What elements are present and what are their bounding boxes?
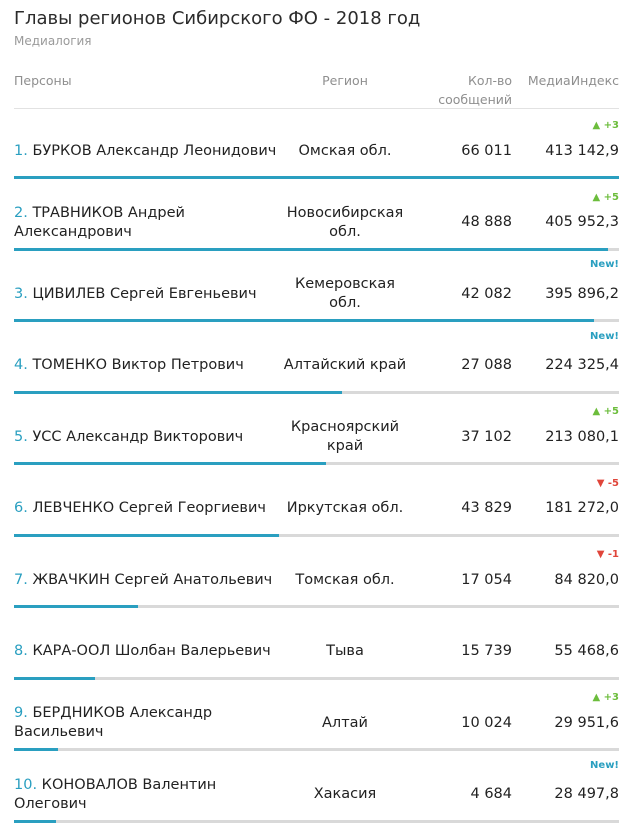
person-name: КАРА-ООЛ Шолбан Валерьевич bbox=[27, 643, 271, 659]
table-row bbox=[0, 253, 640, 324]
rank-number: 7. bbox=[14, 571, 28, 588]
index-bar-track bbox=[14, 248, 619, 251]
rank-number: 1. bbox=[14, 142, 28, 159]
person-cell bbox=[14, 558, 286, 602]
rank-change-badge: ▲ +3 bbox=[592, 120, 619, 131]
region-cell bbox=[278, 201, 412, 245]
message-count: 42 082 bbox=[461, 285, 512, 302]
region-cell bbox=[278, 415, 412, 459]
person-name: УСС Александр Викторович bbox=[27, 428, 244, 445]
region-cell bbox=[278, 558, 412, 602]
message-count: 43 829 bbox=[461, 500, 512, 516]
rank-number: 9. bbox=[14, 705, 28, 721]
region-cell bbox=[278, 344, 412, 388]
region-name: Томская обл. bbox=[295, 571, 395, 588]
header-divider bbox=[14, 108, 619, 109]
media-index-value: 55 468,6 bbox=[554, 643, 619, 659]
rank-number: 4. bbox=[14, 357, 28, 373]
index-bar-track bbox=[14, 391, 619, 394]
index-bar bbox=[14, 820, 56, 823]
index-bar bbox=[14, 534, 279, 537]
index-bar bbox=[14, 605, 138, 608]
table-row bbox=[0, 325, 640, 396]
index-bar bbox=[14, 391, 342, 394]
person-name: ТОМЕНКО Виктор Петрович bbox=[27, 357, 244, 373]
message-count: 4 684 bbox=[470, 786, 512, 802]
person-name: ТРАВНИКОВ Андрей Александрович bbox=[14, 204, 185, 240]
rank-number: 10. bbox=[14, 776, 38, 793]
index-bar-track bbox=[14, 605, 619, 608]
message-count: 27 088 bbox=[461, 357, 512, 373]
media-index-value: 395 896,2 bbox=[545, 285, 619, 302]
table-row bbox=[0, 754, 640, 825]
region-name: Омская обл. bbox=[298, 142, 392, 159]
table-row bbox=[0, 468, 640, 539]
person-cell bbox=[14, 344, 286, 388]
person-cell bbox=[14, 129, 286, 173]
person-cell bbox=[14, 773, 286, 817]
new-badge: New! bbox=[590, 759, 619, 771]
region-name: Красноярский край bbox=[290, 419, 400, 454]
column-header-person: Персоны bbox=[14, 73, 72, 88]
index-bar bbox=[14, 248, 608, 251]
person-cell bbox=[14, 201, 286, 245]
rank-change-badge: ▼ -1 bbox=[596, 549, 619, 560]
rank-change-badge: ▲ +3 bbox=[592, 692, 619, 703]
chart-title: Главы регионов Сибирского ФО - 2018 год bbox=[14, 8, 421, 29]
index-bar-track bbox=[14, 748, 619, 751]
index-bar-track bbox=[14, 677, 619, 680]
index-bar bbox=[14, 462, 326, 465]
media-index-value: 405 952,3 bbox=[545, 214, 619, 230]
region-name: Хакасия bbox=[313, 786, 377, 802]
media-index-value: 29 951,6 bbox=[554, 714, 619, 731]
region-name: Алтай bbox=[322, 714, 368, 731]
table-row bbox=[0, 396, 640, 467]
media-index-value: 224 325,4 bbox=[545, 357, 619, 373]
message-count: 10 024 bbox=[461, 714, 512, 731]
column-header-index: МедиаИндекс bbox=[527, 73, 619, 88]
column-header-region: Регион bbox=[322, 73, 368, 88]
region-cell bbox=[278, 272, 412, 316]
person-cell bbox=[14, 272, 286, 316]
index-bar-track bbox=[14, 176, 619, 179]
message-count: 17 054 bbox=[461, 571, 512, 588]
region-cell bbox=[278, 487, 412, 531]
column-header-count: Кол-во сообщений bbox=[438, 73, 512, 107]
rank-change-badge: ▲ +5 bbox=[592, 191, 619, 203]
person-cell bbox=[14, 415, 286, 459]
region-name: Алтайский край bbox=[283, 357, 407, 373]
rank-change-badge: ▼ -5 bbox=[596, 477, 619, 489]
index-bar-track bbox=[14, 319, 619, 322]
message-count: 15 739 bbox=[461, 643, 512, 659]
chart-subtitle: Медиалогия bbox=[14, 34, 92, 48]
region-name: Тыва bbox=[326, 643, 364, 659]
media-index-value: 181 272,0 bbox=[545, 500, 619, 516]
rank-number: 6. bbox=[14, 500, 28, 516]
person-cell bbox=[14, 630, 286, 674]
message-count: 66 011 bbox=[461, 142, 512, 159]
region-cell bbox=[278, 630, 412, 674]
media-index-value: 413 142,9 bbox=[545, 142, 619, 159]
table-row bbox=[0, 182, 640, 253]
region-cell bbox=[278, 129, 412, 173]
index-bar bbox=[14, 677, 95, 680]
rank-number: 2. bbox=[14, 204, 28, 221]
person-name: БУРКОВ Александр Леонидович bbox=[27, 142, 277, 159]
person-name: ЦИВИЛЕВ Сергей Евгеньевич bbox=[27, 285, 257, 302]
media-index-value: 28 497,8 bbox=[554, 786, 619, 802]
media-index-value: 213 080,1 bbox=[545, 428, 619, 445]
person-name: БЕРДНИКОВ Александр Васильевич bbox=[14, 705, 213, 740]
person-name: ЛЕВЧЕНКО Сергей Георгиевич bbox=[27, 500, 266, 516]
person-cell bbox=[14, 487, 286, 531]
index-bar-track bbox=[14, 462, 619, 465]
index-bar bbox=[14, 748, 58, 751]
person-name: КОНОВАЛОВ Валентин Олегович bbox=[14, 776, 217, 812]
rank-number: 5. bbox=[14, 428, 28, 445]
region-cell bbox=[278, 773, 412, 817]
index-bar-track bbox=[14, 820, 619, 823]
table-row bbox=[0, 110, 640, 181]
rank-number: 8. bbox=[14, 643, 28, 659]
person-name: ЖВАЧКИН Сергей Анатольевич bbox=[27, 571, 273, 588]
table-row bbox=[0, 611, 640, 682]
region-cell bbox=[278, 701, 412, 745]
new-badge: New! bbox=[590, 330, 619, 342]
rank-change-badge: ▲ +5 bbox=[592, 406, 619, 417]
region-name: Новосибирская обл. bbox=[286, 204, 404, 240]
rank-number: 3. bbox=[14, 285, 28, 302]
message-count: 37 102 bbox=[461, 428, 512, 445]
index-bar bbox=[14, 176, 619, 179]
region-name: Иркутская обл. bbox=[286, 500, 404, 516]
index-bar-track bbox=[14, 534, 619, 537]
new-badge: New! bbox=[590, 259, 619, 270]
table-row bbox=[0, 539, 640, 610]
media-index-value: 84 820,0 bbox=[554, 571, 619, 588]
message-count: 48 888 bbox=[461, 214, 512, 230]
region-name: Кемеровская обл. bbox=[294, 276, 396, 311]
table-row bbox=[0, 682, 640, 753]
person-cell bbox=[14, 701, 286, 745]
index-bar bbox=[14, 319, 594, 322]
